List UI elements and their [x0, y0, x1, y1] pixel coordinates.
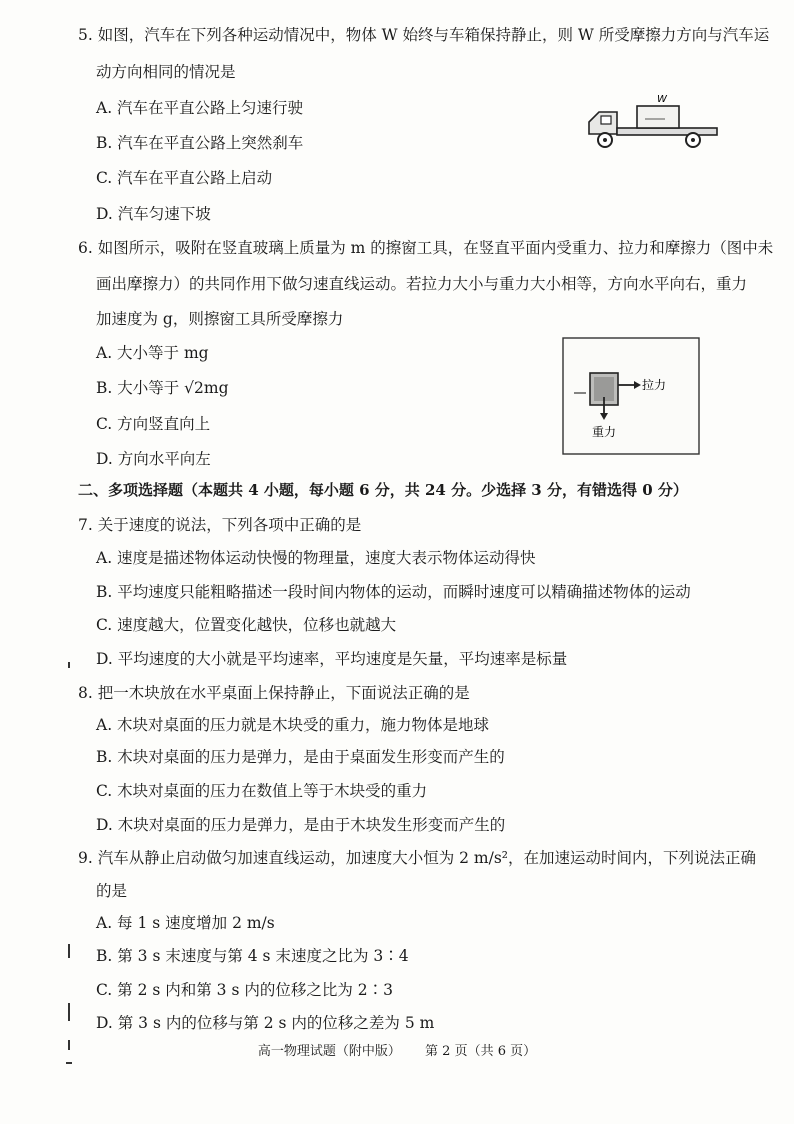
q7-option-a: A. 速度是描述物体运动快慢的物理量，速度大表示物体运动得快: [96, 549, 536, 567]
q6-stem-line1: 6. 如图所示，吸附在竖直玻璃上质量为 m 的擦窗工具，在竖直平面内受重力、拉力和摩擦力（图中未: [78, 239, 774, 257]
box-w-label: W: [657, 94, 667, 105]
margin-mark: [66, 1062, 72, 1064]
q5-option-c: C. 汽车在平直公路上启动: [96, 169, 273, 187]
section-2-heading: 二、多项选择题（本题共 4 小题，每小题 6 分，共 24 分。少选择 3 分，有错选得 0 分）: [78, 481, 688, 499]
q9-stem-line2: 的是: [96, 882, 128, 900]
q8-stem: 8. 把一木块放在水平桌面上保持静止，下面说法正确的是: [78, 684, 470, 702]
q9-option-b: B. 第 3 s 末速度与第 4 s 末速度之比为 3∶4: [96, 947, 409, 965]
q8-option-a: A. 木块对桌面的压力就是木块受的重力，施力物体是地球: [96, 716, 490, 734]
pull-force-label: 拉力: [642, 378, 667, 392]
q9-stem-line1: 9. 汽车从静止启动做匀加速直线运动，加速度大小恒为 2 m/s²，在加速运动时间内，下列说法正确: [78, 849, 757, 867]
q7-option-b: B. 平均速度只能粗略描述一段时间内物体的运动，而瞬时速度可以精确描述物体的运动: [96, 583, 691, 601]
q7-stem: 7. 关于速度的说法，下列各项中正确的是: [78, 516, 362, 534]
gravity-force-label: 重力: [592, 425, 617, 439]
q6-stem-line3: 加速度为 g，则擦窗工具所受摩擦力: [96, 310, 344, 328]
q7-option-d: D. 平均速度的大小就是平均速率，平均速度是矢量，平均速率是标量: [96, 650, 568, 668]
q8-option-b: B. 木块对桌面的压力是弹力，是由于桌面发生形变而产生的: [96, 748, 505, 766]
footer-page-number: 第 2 页（共 6 页）: [425, 1044, 537, 1059]
window-cleaner-figure: [562, 337, 700, 455]
q5-stem-line2: 动方向相同的情况是: [96, 63, 236, 81]
q9-option-a: A. 每 1 s 速度增加 2 m/s: [96, 914, 275, 932]
footer-title: 高一物理试题（附中版）: [257, 1044, 401, 1059]
q5-option-b: B. 汽车在平直公路上突然刹车: [96, 134, 304, 152]
margin-mark: [68, 1003, 70, 1021]
q6-option-b: B. 大小等于 √2mg: [96, 379, 229, 397]
truck-figure: [585, 88, 720, 158]
page-footer: [0, 1040, 794, 1059]
q6-option-c: C. 方向竖直向上: [96, 415, 211, 433]
q9-option-c: C. 第 2 s 内和第 3 s 内的位移之比为 2∶3: [96, 981, 394, 999]
margin-mark: [68, 1040, 70, 1050]
q8-option-c: C. 木块对桌面的压力在数值上等于木块受的重力: [96, 782, 428, 800]
margin-mark: [68, 944, 70, 958]
q6-option-a: A. 大小等于 mg: [96, 344, 209, 362]
q6-stem-line2: 画出摩擦力）的共同作用下做匀速直线运动。若拉力大小与重力大小相等，方向水平向右，重力: [96, 275, 748, 293]
q6-option-d: D. 方向水平向左: [96, 450, 211, 468]
q7-option-c: C. 速度越大，位置变化越快，位移也就越大: [96, 616, 397, 634]
q9-option-d: D. 第 3 s 内的位移与第 2 s 内的位移之差为 5 m: [96, 1014, 435, 1032]
q8-option-d: D. 木块对桌面的压力是弹力，是由于木块发生形变而产生的: [96, 816, 506, 834]
q5-option-a: A. 汽车在平直公路上匀速行驶: [96, 99, 304, 117]
q5-option-d: D. 汽车匀速下坡: [96, 205, 211, 223]
margin-mark: [68, 662, 70, 668]
q5-stem-line1: 5. 如图，汽车在下列各种运动情况中，物体 W 始终与车箱保持静止，则 W 所受摩擦力方向与汽车运: [78, 26, 770, 44]
